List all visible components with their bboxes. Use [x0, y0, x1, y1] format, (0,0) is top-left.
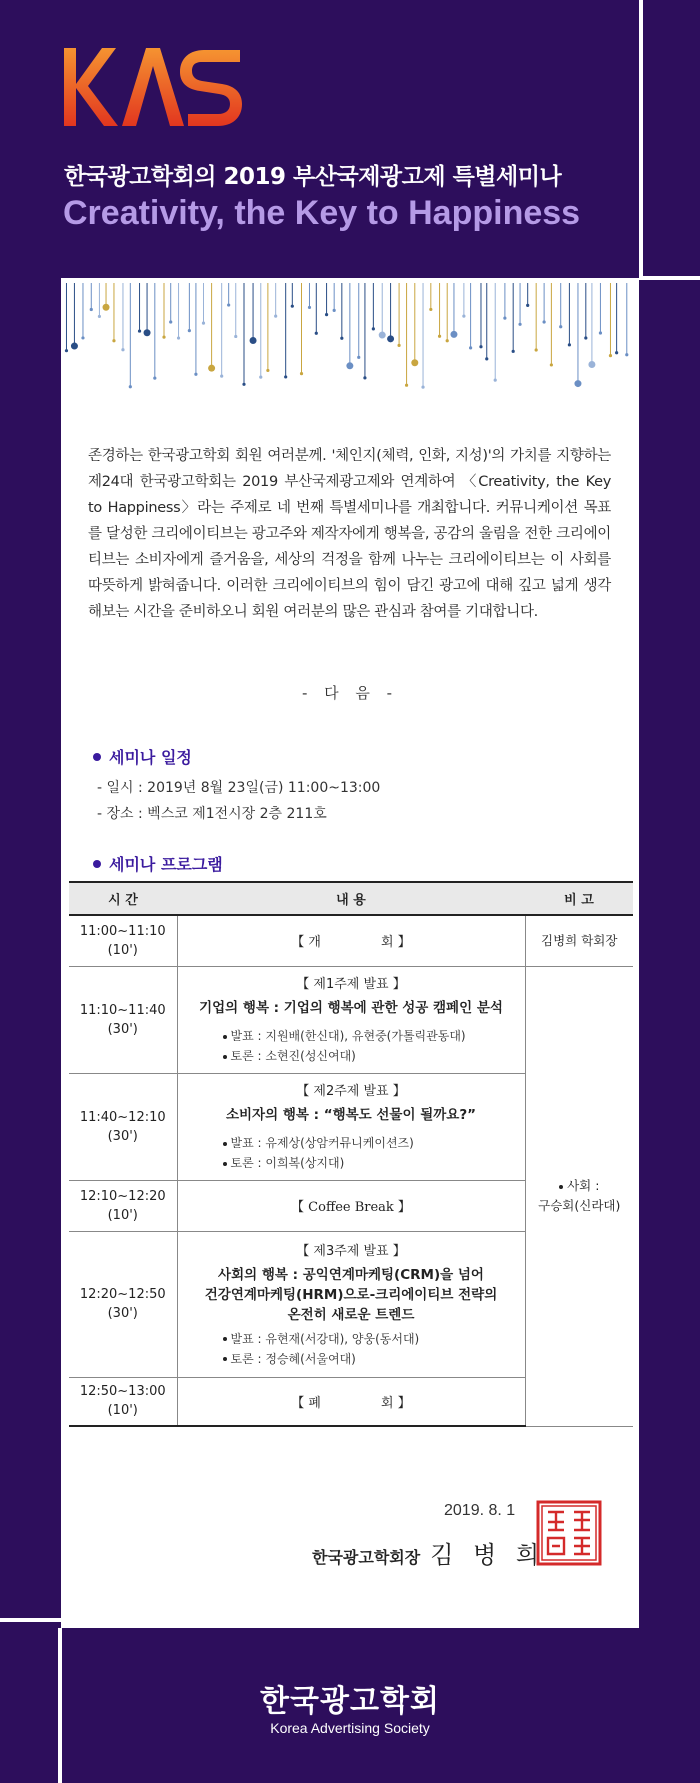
content-cell: 【 Coffee Break 】 — [177, 1180, 525, 1231]
light-dot — [169, 320, 172, 323]
light-dot — [535, 348, 538, 351]
light-dot — [469, 346, 472, 349]
content-cell: 【 폐 회 】 — [177, 1377, 525, 1426]
light-dot — [103, 304, 110, 311]
light-dot — [65, 349, 68, 352]
content-cell: 【 제3주제 발표 】 사회의 행복 : 공익연계마케팅(CRM)을 넘어 건강연계마케팅(HRM)으로-크리에이티브 전략의 온전히 새로운 트렌드 발표 : 유현재(서강대), 양웅(동서대) 토론 : 정승혜(서울여대) — [177, 1231, 525, 1377]
light-dot — [81, 336, 84, 339]
light-dot — [479, 345, 482, 348]
light-dot — [421, 386, 424, 389]
light-dot — [625, 353, 628, 356]
light-dot — [202, 322, 205, 325]
light-dot — [574, 380, 581, 387]
light-dot — [450, 331, 457, 338]
light-dot — [379, 332, 386, 339]
signer-role: 한국광고학회장 — [312, 1548, 421, 1567]
time-cell: 11:40~12:10 (30') — [69, 1073, 177, 1180]
light-dot — [387, 335, 394, 342]
next-label: - 다 음 - — [301, 684, 399, 702]
light-dot — [397, 344, 400, 347]
intro-paragraph: 존경하는 한국광고학회 회원 여러분께. '체인지(체력, 인화, 지성)'의 가치를 지향하는 제24대 한국광고학회는 2019 부산국제광고제와 연계하여 〈Creativity, the Key to Happiness〉라는 주제로 네 번째 특별세미나를 개최합니다. 커뮤니케이션 목표를 달성한 크리에이티브는 광고주와 제작자에게 행복을, 공감의 울림을 전한 크리에이티브는 소비자에게 즐거움을, 세상의 걱정을 함께 나누는 크리에이티브는 이 사회를 따뜻하게 밝혀줍니다. 이러한 크리에이티브의 힘이 담긴 광고에 대해 깊고 넓게 생각해보는 시간을 준비하오니 회원 여러분의 많은 관심과 참여를 기대합니다. — [88, 448, 611, 620]
schedule-place: - 장소 : 벡스코 제1전시장 2층 211호 — [97, 806, 327, 822]
light-dot — [315, 332, 318, 335]
schedule-datetime: - 일시 : 2019년 8월 23일(금) 11:00~13:00 — [97, 780, 381, 796]
light-dot — [177, 336, 180, 339]
light-dot — [526, 304, 529, 307]
light-dot — [518, 323, 521, 326]
light-dot — [144, 329, 151, 336]
footer-name-english: Korea Advertising Society — [270, 1720, 430, 1736]
light-dot — [429, 308, 432, 311]
header-note: 비 고 — [525, 882, 633, 915]
light-dot — [333, 309, 336, 312]
light-dot — [266, 369, 269, 372]
decorative-light-strings — [61, 283, 639, 413]
light-dot — [259, 376, 262, 379]
light-dot — [588, 361, 595, 368]
light-dot — [512, 350, 515, 353]
header-time: 시 간 — [69, 882, 177, 915]
light-dot — [284, 375, 287, 378]
light-dot — [153, 377, 156, 380]
moderator-cell: 사회 : 구승회(신라대) — [525, 966, 633, 1426]
light-dot — [446, 339, 449, 342]
time-cell: 11:00~11:10 (10') — [69, 915, 177, 966]
light-dot — [411, 359, 418, 366]
bullet-dot-icon — [93, 860, 101, 868]
signature-line — [312, 1535, 545, 1570]
light-dot — [291, 305, 294, 308]
content-cell: 【 제2주제 발표 】 소비자의 행복 : “행복도 선물이 될까요?” 발표 : 유제상(상암커뮤니케이션즈) 토론 : 이희복(상지대) — [177, 1073, 525, 1180]
table-row — [69, 915, 633, 966]
frame-line-left-bottom — [0, 1618, 61, 1622]
time-cell: 12:20~12:50 (30') — [69, 1231, 177, 1377]
light-dot — [138, 329, 141, 332]
light-dot — [162, 336, 165, 339]
light-dot — [462, 315, 465, 318]
light-dot — [234, 335, 237, 338]
light-dot — [543, 320, 546, 323]
light-dot — [363, 376, 366, 379]
light-dot — [250, 337, 257, 344]
time-cell: 11:10~11:40 (30') — [69, 966, 177, 1073]
note-cell: 김병희 학회장 — [525, 915, 633, 966]
content-cell: 【 개 회 】 — [177, 915, 525, 966]
light-dot — [308, 306, 311, 309]
issue-date: 2019. 8. 1 — [444, 1502, 516, 1519]
light-dot — [405, 384, 408, 387]
light-dot — [188, 329, 191, 332]
table-row — [69, 966, 633, 1073]
light-dot — [584, 336, 587, 339]
light-dot — [90, 308, 93, 311]
light-dot — [357, 356, 360, 359]
schedule-heading: 세미나 일정 — [93, 745, 192, 768]
title-english: Creativity, the Key to Happiness — [63, 194, 581, 232]
light-dot — [372, 327, 375, 330]
light-dot — [559, 325, 562, 328]
bullet-dot-icon — [93, 753, 101, 761]
official-seal-icon — [536, 1500, 602, 1566]
time-cell: 12:50~13:00 (10') — [69, 1377, 177, 1426]
light-dot — [112, 339, 115, 342]
light-dot — [438, 335, 441, 338]
light-dot — [325, 313, 328, 316]
light-dot — [98, 315, 101, 318]
title-korean: 한국광고학회의 2019 부산국제광고제 특별세미나 — [64, 164, 562, 190]
content-cell: 【 제1주제 발표 】 기업의 행복 : 기업의 행복에 관한 성공 캠페인 분석 발표 : 지원배(한신대), 유현중(가톨릭관동대) 토론 : 소현진(성신여대) — [177, 966, 525, 1073]
light-dot — [550, 363, 553, 366]
table-header-row — [69, 882, 633, 915]
light-dot — [300, 372, 303, 375]
light-dot — [121, 348, 124, 351]
light-dot — [485, 357, 488, 360]
kas-logo — [62, 44, 244, 130]
light-dot — [220, 375, 223, 378]
light-dot — [599, 331, 602, 334]
light-dot — [129, 385, 132, 388]
light-dot — [568, 343, 571, 346]
header — [0, 0, 700, 278]
light-dot — [346, 362, 353, 369]
light-dot — [227, 303, 230, 306]
light-dot — [609, 354, 612, 357]
header-content: 내 용 — [177, 882, 525, 915]
light-dot — [274, 315, 277, 318]
light-dot — [503, 317, 506, 320]
program-table — [69, 881, 633, 1427]
light-dot — [71, 343, 78, 350]
program-heading: 세미나 프로그램 — [93, 852, 223, 875]
light-dot — [494, 379, 497, 382]
light-dot — [194, 373, 197, 376]
light-dot — [208, 365, 215, 372]
light-dot — [615, 351, 618, 354]
invitation-panel — [61, 278, 639, 1628]
light-dot — [242, 383, 245, 386]
footer-name-korean: 한국광고학회 — [260, 1684, 440, 1719]
light-dot — [340, 337, 343, 340]
time-cell: 12:10~12:20 (10') — [69, 1180, 177, 1231]
signer-name: 김 병 희 — [430, 1541, 546, 1569]
